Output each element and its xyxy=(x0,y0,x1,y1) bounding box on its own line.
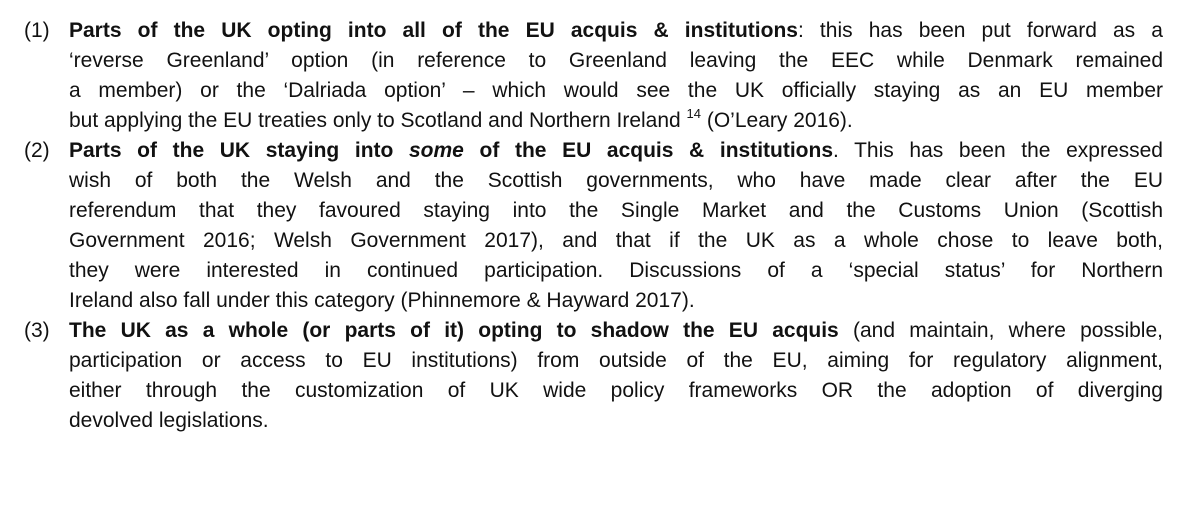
footnote-marker: 14 xyxy=(686,106,702,121)
text-line: The UK as a whole (or parts of it) opting to shadow the EU acquis (and maintain, where possible, xyxy=(69,319,1163,342)
text-line: referendum that they favoured staying into the Single Market and the Customs Union (Scottish xyxy=(69,199,1163,222)
list-item-3 xyxy=(0,316,1163,436)
list-item-1 xyxy=(0,16,1163,136)
text-line: ‘reverse Greenland’ option (in reference to Greenland leaving the EEC while Denmark remained xyxy=(69,49,1163,72)
text-line: devolved legislations. xyxy=(69,409,269,432)
text-line: Parts of the UK staying into some of the EU acquis & institutions. This has been the expressed xyxy=(69,139,1163,162)
list-item-2 xyxy=(0,136,1163,316)
text-line: a member) or the ‘Dalriada option’ – which would see the UK officially staying as an EU member xyxy=(69,79,1163,102)
text-line: but applying the EU treaties only to Scotland and Northern Ireland $^{14}$ (O’Leary 2016). xyxy=(69,106,853,132)
list-number: (1) xyxy=(24,19,50,42)
document-body xyxy=(0,16,1200,436)
item-heading: Parts of the UK opting into all of the EU acquis & institutions xyxy=(69,19,798,42)
text-line: they were interested in continued participation. Discussions of a ‘special status’ for Northern xyxy=(69,259,1163,282)
text-line: wish of both the Welsh and the Scottish governments, who have made clear after the EU xyxy=(69,169,1163,192)
list-number: (2) xyxy=(24,139,50,162)
text-line: participation or access to EU institutions) from outside of the EU, aiming for regulatory alignment, xyxy=(69,349,1163,372)
text-line: either through the customization of UK wide policy frameworks OR the adoption of diverging xyxy=(69,379,1163,402)
text-line: Parts of the UK opting into all of the EU acquis & institutions: this has been put forward as a xyxy=(69,19,1163,42)
text-line: Ireland also fall under this category (Phinnemore & Hayward 2017). xyxy=(69,289,695,312)
item-heading: Parts of the UK staying into some of the EU acquis & institutions xyxy=(69,139,834,162)
list-number: (3) xyxy=(24,319,50,342)
item-heading: The UK as a whole (or parts of it) opting to shadow the EU acquis xyxy=(69,319,839,342)
text-line: Government 2016; Welsh Government 2017), and that if the UK as a whole chose to leave both, xyxy=(69,229,1163,252)
